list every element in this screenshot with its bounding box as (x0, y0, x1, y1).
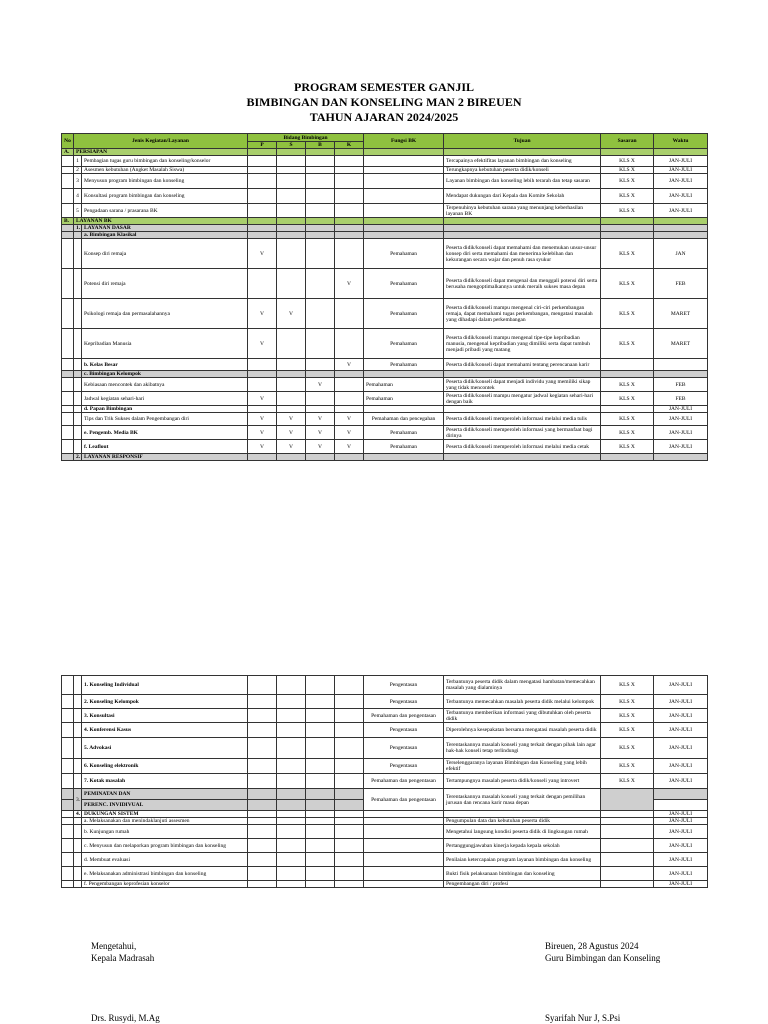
table-row-leaflet (62, 440, 708, 454)
row-mark-k: V (335, 440, 364, 454)
row-fungsi: Pemahaman dan pengentasan (364, 774, 444, 789)
table-row (62, 204, 708, 218)
row-waktu: JAN-JULI (654, 774, 708, 789)
row-sasaran: KLS X (601, 299, 654, 329)
table-header-row (62, 134, 708, 142)
row-waktu: JAN-JULI (654, 853, 708, 867)
subsection-row-kelompok (62, 371, 708, 378)
program-table-upper (61, 133, 708, 461)
table-row (62, 759, 708, 774)
subsection-no: 2. (74, 454, 82, 461)
row-mark-s: V (277, 299, 306, 329)
row-sasaran: KLS X (601, 329, 654, 359)
subsection-row-dukungan (62, 811, 708, 818)
table-row (62, 738, 708, 759)
peminatan-row-top (62, 789, 708, 800)
row-no: 2 (74, 167, 82, 174)
row-mark-s: V (277, 440, 306, 454)
section-row-persiapan (62, 149, 708, 156)
signature-left-line2: Kepala Madrasah (91, 953, 155, 963)
section-title: LAYANAN BK (74, 218, 248, 225)
row-kegiatan: 1. Konseling Individual (82, 676, 248, 695)
row-waktu: JAN-JULI (654, 867, 708, 881)
row-tujuan: Peserta didik/konseli memperoleh informasi melalui media cetak (444, 440, 601, 454)
header-b: B (306, 142, 335, 149)
table-row (62, 156, 708, 167)
row-mark-k: V (335, 426, 364, 440)
row-waktu: JAN-JULI (654, 426, 708, 440)
row-fungsi: Pemahaman (364, 299, 444, 329)
row-mark-s: V (277, 426, 306, 440)
row-kegiatan: Kepribadian Manusia (82, 329, 248, 359)
row-kegiatan: Asesmen kebutuhan (Angket Masalah Siswa) (82, 167, 248, 174)
header-tujuan: Tujuan (444, 134, 601, 149)
table-row-media (62, 426, 708, 440)
subsection-title: a. Bimbingan Klasikal (82, 232, 248, 239)
peminatan-no: 3. (74, 789, 82, 811)
row-mark-p: V (248, 329, 277, 359)
header-sasaran: Sasaran (601, 134, 654, 149)
row-kegiatan: Pembagian tugas guru bimbingan dan konseling/konselor (82, 156, 248, 167)
header-k: K (335, 142, 364, 149)
row-tujuan: Penilaian ketercapaian program layanan bimbingan dan konseling (444, 853, 601, 867)
header-waktu: Waktu (654, 134, 708, 149)
row-kegiatan: Jadwal kegiatan sehari-hari (82, 392, 248, 406)
row-kegiatan: 2. Konseling Kelompok (82, 695, 248, 709)
page-title (0, 80, 768, 125)
row-waktu: MARET (654, 299, 708, 329)
row-kegiatan: 6. Konseling elektronik (82, 759, 248, 774)
row-sasaran: KLS X (601, 189, 654, 204)
signature-right-line2: Guru Bimbingan dan Konseling (545, 953, 661, 963)
row-waktu: JAN-JULI (654, 881, 708, 888)
peminatan-title-2: PERENC. INVIDIVUAL (82, 800, 248, 811)
signature-left-name: Drs. Rusydi, M.Ag (91, 1013, 160, 1023)
subsection-title: DUKUNGAN SISTEM (82, 811, 248, 818)
row-sasaran: KLS X (601, 774, 654, 789)
header-fungsi: Fungsi BK (364, 134, 444, 149)
row-tujuan: Bukti fisik pelaksanaan bimbingan dan konseling (444, 867, 601, 881)
row-mark-p: V (248, 299, 277, 329)
row-fungsi: Pemahaman (364, 392, 444, 406)
row-tujuan: Peserta didik/konseli dapat menjadi individu yang memiliki sikap yang tidak mencontek (444, 378, 601, 392)
row-mark-s (277, 329, 306, 359)
row-kegiatan: Konsultasi program bimbingan dan konseling (82, 189, 248, 204)
table-row (62, 709, 708, 723)
title-line-3: TAHUN AJARAN 2024/2025 (309, 110, 459, 124)
row-kegiatan: Potensi diri remaja (82, 269, 248, 299)
row-tujuan: Peserta didik/konseli mampu mengenal tipe-tipe kepribadian manusia, mengenal kepribadian yang dimiliki serta dapat tumbuh menjadi pribadi yang matang (444, 329, 601, 359)
row-fungsi: Pengentasan (364, 738, 444, 759)
row-waktu: JAN-JULI (654, 167, 708, 174)
row-sasaran: KLS X (601, 269, 654, 299)
row-mark-b: V (306, 426, 335, 440)
row-no: 3 (74, 174, 82, 189)
table-row (62, 392, 708, 406)
signature-right-line1: Bireuen, 28 Agustus 2024 (545, 941, 639, 951)
row-tujuan: Layanan bimbingan dan konseling lebih terarah dan tetap sasaran (444, 174, 601, 189)
row-fungsi: Pemahaman (364, 329, 444, 359)
row-mark-k (335, 329, 364, 359)
row-kegiatan: e. Melaksanakan administrasi bimbingan dan konseling (82, 867, 248, 881)
row-sasaran: KLS X (601, 174, 654, 189)
table-row (62, 881, 708, 888)
row-tujuan: Peserta didik/konseli dapat memahami tentang perencanaan karir (444, 359, 601, 371)
row-kegiatan: 5. Advokasi (82, 738, 248, 759)
row-mark-b (306, 392, 335, 406)
row-waktu: JAN-JULI (654, 174, 708, 189)
title-line-1: PROGRAM SEMESTER GANJIL (293, 80, 475, 94)
row-mark-b: V (306, 440, 335, 454)
row-kegiatan: Psikologi remaja dan permasalahannya (82, 299, 248, 329)
row-sasaran: KLS X (601, 426, 654, 440)
row-sasaran: KLS X (601, 378, 654, 392)
row-mark-p: V (248, 413, 277, 426)
row-tujuan: Peserta didik/konseli memperoleh informasi melalui media tulis (444, 413, 601, 426)
row-mark-k: V (335, 269, 364, 299)
row-sasaran: KLS X (601, 156, 654, 167)
row-sasaran: KLS X (601, 759, 654, 774)
table-row (62, 676, 708, 695)
row-sasaran: KLS X (601, 695, 654, 709)
row-mark-p: V (248, 239, 277, 269)
row-fungsi: Pengentasan (364, 759, 444, 774)
row-fungsi: Pengentasan (364, 723, 444, 738)
row-waktu: JAN-JULI (654, 406, 708, 413)
row-tujuan: Terselenggaranya layanan Bimbingan dan Konseling yang lebih efektif (444, 759, 601, 774)
row-kegiatan: b. Kelas Besar (82, 359, 248, 371)
row-sasaran: KLS X (601, 440, 654, 454)
row-kegiatan: d. Membuat evaluasi (82, 853, 248, 867)
row-tujuan: Peserta didik/konseli dapat memahami dan menemukan unsur-unsur konsep diri serta memahami dan menerima kelebihan dan kekurangan secara wajar dan penuh rasa syukur (444, 239, 601, 269)
section-letter: A. (62, 149, 74, 156)
row-kegiatan: 3. Konsultasi (82, 709, 248, 723)
row-sasaran: KLS X (601, 413, 654, 426)
row-tujuan: Pengumpulan data dan kebutuhan peserta didik (444, 818, 601, 825)
subsection-title: LAYANAN RESPONSIF (82, 454, 248, 461)
row-waktu: JAN-JULI (654, 811, 708, 818)
subsection-row-layanan-dasar (62, 225, 708, 232)
section-row-layanan-bk (62, 218, 708, 225)
row-tujuan: Diperolehnya kesepakatan bersama mengatasi masalah peserta didik (444, 723, 601, 738)
signature-left (91, 940, 154, 964)
subsection-title: LAYANAN DASAR (82, 225, 248, 232)
row-tujuan: Terentaskannya masalah konseli yang terkait dengan pihak lain agar hak-hak konseli tetap terlindungi (444, 738, 601, 759)
row-tujuan: Tertampungnya masalah peserta didik/konseli yang introvert (444, 774, 601, 789)
row-mark-b: V (306, 378, 335, 392)
row-mark-b: V (306, 413, 335, 426)
subsection-title: c. Bimbingan Kelompok (82, 371, 248, 378)
table-row (62, 695, 708, 709)
header-s: S (277, 142, 306, 149)
row-tujuan: Mendapat dukungan dari Kepala dan Komite Sekolah (444, 189, 601, 204)
table-row (62, 853, 708, 867)
row-waktu: JAN-JULI (654, 839, 708, 853)
table-row-kelas-besar (62, 359, 708, 371)
table-row (62, 825, 708, 839)
row-no: 5 (74, 204, 82, 218)
row-tujuan: Peserta didik/konseli memperoleh informasi yang bermanfaat bagi dirinya (444, 426, 601, 440)
row-waktu: JAN-JULI (654, 723, 708, 738)
row-mark-p: V (248, 426, 277, 440)
row-sasaran: KLS X (601, 239, 654, 269)
row-tujuan: Terbantunya memecahkan masalah peserta didik melalui kelompok (444, 695, 601, 709)
row-sasaran: KLS X (601, 204, 654, 218)
subsection-no: 1. (74, 225, 82, 232)
row-mark-p (248, 269, 277, 299)
row-fungsi: Pengentasan (364, 676, 444, 695)
row-mark-b (306, 329, 335, 359)
row-tujuan: Mengetahui langsung kondisi peserta didik di lingkungan rumah (444, 825, 601, 839)
row-sasaran: KLS X (601, 738, 654, 759)
row-fungsi: Pemahaman (364, 359, 444, 371)
row-mark-b (306, 299, 335, 329)
row-no: 1 (74, 156, 82, 167)
row-mark-k: V (335, 413, 364, 426)
row-waktu: JAN-JULI (654, 189, 708, 204)
row-waktu: JAN-JULI (654, 156, 708, 167)
row-mark-k (335, 239, 364, 269)
row-waktu: JAN-JULI (654, 818, 708, 825)
row-fungsi: Pemahaman (364, 426, 444, 440)
table-row (62, 167, 708, 174)
table-row (62, 723, 708, 738)
header-no: No (62, 134, 74, 149)
section-letter: B. (62, 218, 74, 225)
signature-left-line1: Mengetahui, (91, 941, 137, 951)
row-kegiatan: f. Pengembangan keprofesian konselor (82, 881, 248, 888)
table-row (62, 774, 708, 789)
row-waktu: JAN-JULI (654, 695, 708, 709)
header-bidang: Bidang Bimbingan (248, 134, 364, 142)
row-mark-k: V (335, 359, 364, 371)
table-row-tips (62, 413, 708, 426)
row-fungsi: Pemahaman dan pencegahan (364, 413, 444, 426)
row-waktu: MARET (654, 329, 708, 359)
row-fungsi: Pemahaman (364, 269, 444, 299)
header-kegiatan: Jenis Kegiatan/Layanan (74, 134, 248, 149)
row-tujuan: Terpenuhinya kebutuhan sarana yang menunjang keberhasilan layanan BK (444, 204, 601, 218)
row-tujuan: Pertanggungjawaban kinerja kepada kepala sekolah (444, 839, 601, 853)
row-kegiatan: e. Pengemb. Media BK (82, 426, 248, 440)
row-tujuan: Peserta didik/konseli mampu mengenal ciri-ciri perkembangan remaja, dapat memahami tugas perkembangan, mengatasi masalah yang dihadapi dalam perkembangan (444, 299, 601, 329)
row-kegiatan: a. Melaksanakan dan menindaklanjuti assesmen (82, 818, 248, 825)
section-title: PERSIAPAN (74, 149, 248, 156)
row-kegiatan: f. Leaflout (82, 440, 248, 454)
row-kegiatan: c. Menyusun dan melaporkan program bimbingan dan konseling (82, 839, 248, 853)
table-row (62, 239, 708, 269)
row-waktu: JAN (654, 239, 708, 269)
row-sasaran: KLS X (601, 676, 654, 695)
row-tujuan: Terbantunya peserta didik dalam mengatasi hambatan/memecahkan masalah yang dialaminya (444, 676, 601, 695)
row-mark-s (277, 239, 306, 269)
row-kegiatan: 4. Konferensi Kasus (82, 723, 248, 738)
row-sasaran: KLS X (601, 723, 654, 738)
row-waktu: FEB (654, 269, 708, 299)
row-mark-p: V (248, 392, 277, 406)
table-row (62, 867, 708, 881)
row-mark-k (335, 299, 364, 329)
table-row (62, 299, 708, 329)
row-tujuan: Terbantunya memberikan informasi yang dibutuhkan oleh peserta didik (444, 709, 601, 723)
row-tujuan: Terungkapnya kebutuhan peserta didik/konseli (444, 167, 601, 174)
program-table-lower (61, 675, 708, 888)
row-waktu: JAN-JULI (654, 440, 708, 454)
row-sasaran: KLS X (601, 167, 654, 174)
row-kegiatan: Kebiasaan mencontek dan akibatnya (82, 378, 248, 392)
row-mark-s (277, 269, 306, 299)
title-line-2: BIMBINGAN DAN KONSELING MAN 2 BIREUEN (246, 95, 522, 109)
row-kegiatan: b. Kunjungan rumah (82, 825, 248, 839)
subsection-no: 4. (74, 811, 82, 818)
peminatan-title-1: PEMINATAN DAN (82, 789, 248, 800)
table-row (62, 839, 708, 853)
peminatan-fungsi: Pemahaman dan pengentasan (364, 789, 444, 811)
subsection-row-responsif (62, 454, 708, 461)
row-mark-b (306, 239, 335, 269)
table-row (62, 269, 708, 299)
table-row-papan (62, 406, 708, 413)
row-mark-b (306, 269, 335, 299)
table-row (62, 329, 708, 359)
row-kegiatan: d. Papan Bimbingan (82, 406, 248, 413)
row-mark-p: V (248, 440, 277, 454)
row-waktu: JAN-JULI (654, 759, 708, 774)
row-fungsi: Pemahaman (364, 440, 444, 454)
row-sasaran: KLS X (601, 392, 654, 406)
row-fungsi: Pemahaman (364, 378, 444, 392)
row-mark-p (248, 378, 277, 392)
row-tujuan: Tercapainya efektifitas layanan bimbingan dan konseling (444, 156, 601, 167)
subsection-row-klasikal (62, 232, 708, 239)
row-waktu: JAN-JULI (654, 738, 708, 759)
table-row (62, 378, 708, 392)
row-no: 4 (74, 189, 82, 204)
row-tujuan: Peserta didik/konseli mampu mengatur jadwal kegiatan sehari-hari dengan baik (444, 392, 601, 406)
row-waktu: FEB (654, 392, 708, 406)
row-mark-s: V (277, 413, 306, 426)
signature-right-name: Syarifah Nur J, S.Psi (545, 1013, 621, 1023)
row-fungsi: Pemahaman dan pengentasan (364, 709, 444, 723)
table-row (62, 189, 708, 204)
row-waktu: JAN-JULI (654, 204, 708, 218)
row-kegiatan: Pengadaan sarana / prasarana BK (82, 204, 248, 218)
row-waktu: JAN-JULI (654, 676, 708, 695)
signature-right (545, 940, 660, 964)
row-waktu: JAN-JULI (654, 709, 708, 723)
row-kegiatan: Tips dan Trik Sukses dalam Pengembangan diri (82, 413, 248, 426)
row-sasaran: KLS X (601, 709, 654, 723)
row-kegiatan: Menyusun program bimbingan dan konseling (82, 174, 248, 189)
row-fungsi: Pemahaman (364, 239, 444, 269)
row-waktu: JAN-JULI (654, 413, 708, 426)
row-tujuan: Pengembangan diri / profesi (444, 881, 601, 888)
row-kegiatan: Konsep diri remaja (82, 239, 248, 269)
row-waktu: JAN-JULI (654, 825, 708, 839)
row-fungsi: Pengentasan (364, 695, 444, 709)
row-kegiatan: 7. Kotak masalah (82, 774, 248, 789)
peminatan-tujuan: Terentaskannya masalah konseli yang terkait dengan pemilihan jurusan dan rencana karir masa depan (444, 789, 601, 811)
table-row (62, 818, 708, 825)
table-row (62, 174, 708, 189)
header-p: P (248, 142, 277, 149)
row-tujuan: Peserta didik/konseli dapat mengenal dan menggali potensi diri serta berusaha mengoptimalkannya untuk meraih sukses masa depan (444, 269, 601, 299)
row-waktu: FEB (654, 378, 708, 392)
